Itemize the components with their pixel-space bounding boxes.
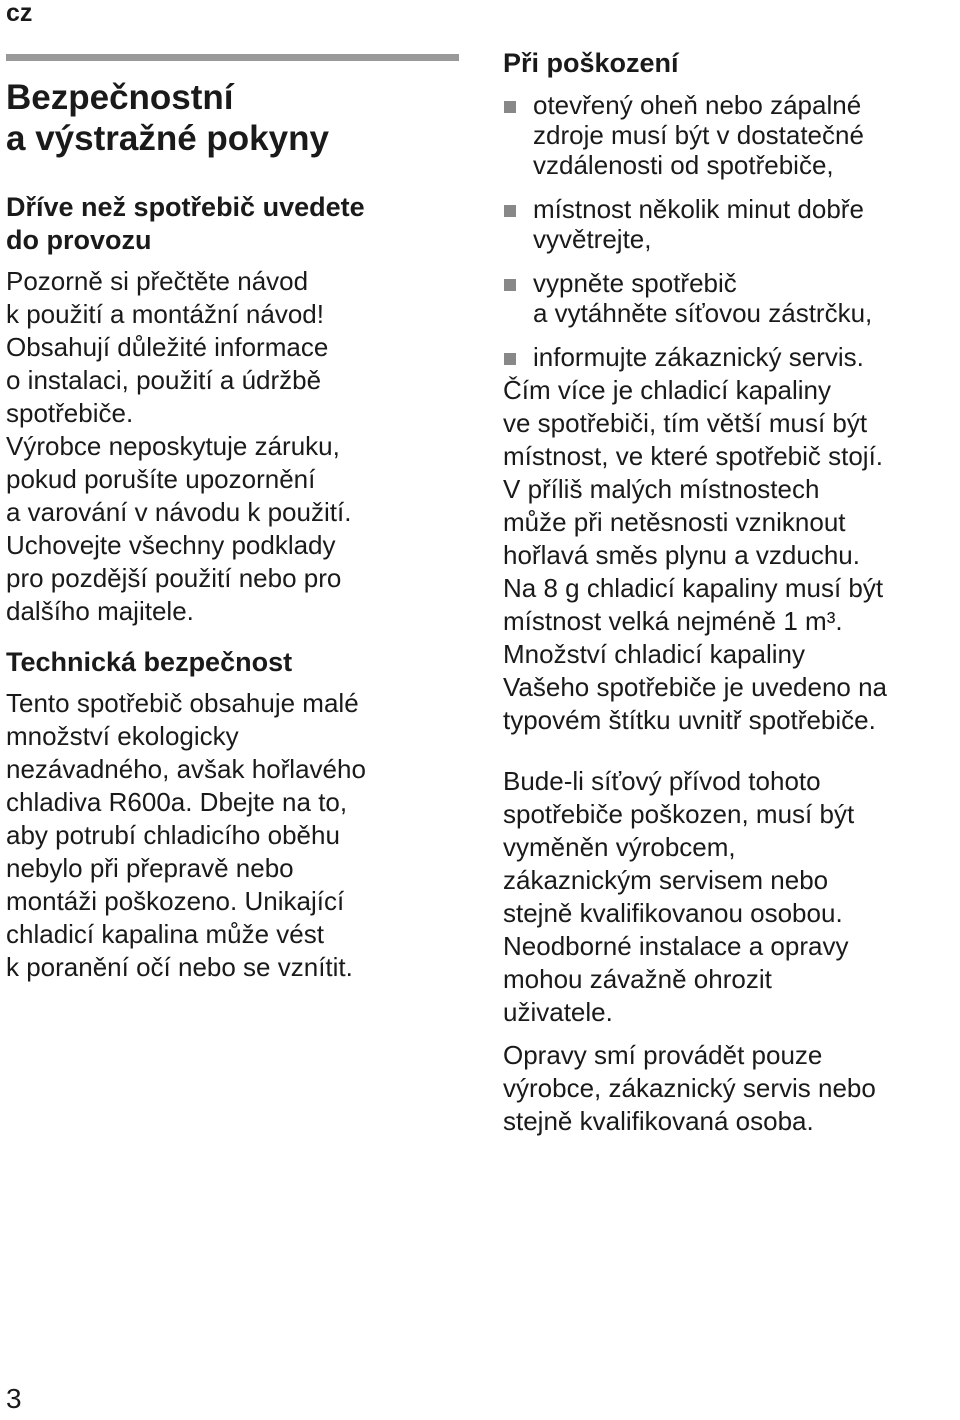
paragraph-keep-documents bbox=[6, 529, 456, 628]
text-line: Vašeho spotřebiče je uvedeno na bbox=[503, 672, 888, 702]
paragraph-repairs bbox=[503, 1039, 958, 1138]
heading-line: Při poškození bbox=[503, 48, 679, 78]
text-line: chladicí kapalina může vést bbox=[6, 919, 324, 949]
text-line: mohou závažně ohrozit bbox=[503, 964, 772, 994]
text-line: ve spotřebiči, tím větší musí být bbox=[503, 408, 868, 438]
list-item bbox=[503, 90, 958, 180]
text-line: zdroje musí být v dostatečné bbox=[533, 120, 864, 150]
text-line: Množství chladicí kapaliny bbox=[503, 639, 806, 669]
text-line: nezávadného, avšak hořlavého bbox=[6, 754, 366, 784]
text-line: k použití a montážní návod! bbox=[6, 299, 324, 329]
paragraph-refrigerant bbox=[6, 687, 456, 984]
text-line: zákaznickým servisem nebo bbox=[503, 865, 829, 895]
text-line: informujte zákaznický servis. bbox=[533, 342, 864, 372]
header-rule bbox=[6, 54, 459, 61]
page-title-line: a výstražné pokyny bbox=[6, 119, 329, 158]
text-line: Na 8 g chladicí kapaliny musí být bbox=[503, 573, 884, 603]
bullet-square-icon bbox=[504, 205, 516, 217]
text-line: Výrobce neposkytuje záruku, bbox=[6, 431, 340, 461]
text-line: Tento spotřebič obsahuje malé bbox=[6, 688, 359, 718]
text-line: V příliš malých místnostech bbox=[503, 474, 820, 504]
text-line: chladiva R600a. Dbejte na to, bbox=[6, 787, 348, 817]
left-column bbox=[6, 77, 456, 984]
bullet-square-icon bbox=[504, 353, 516, 365]
damage-steps-list bbox=[503, 90, 958, 372]
text-line: vyvětrejte, bbox=[533, 224, 652, 254]
text-line: uživatele. bbox=[503, 997, 613, 1027]
right-column bbox=[503, 47, 958, 1138]
text-line: spotřebiče poškozen, musí být bbox=[503, 799, 855, 829]
bullet-square-icon bbox=[504, 101, 516, 113]
text-line: stejně kvalifikovaná osoba. bbox=[503, 1106, 814, 1136]
text-line: Obsahují důležité informace bbox=[6, 332, 329, 362]
section-heading-technical-safety bbox=[6, 646, 456, 679]
bullet-square-icon bbox=[504, 279, 516, 291]
text-line: pokud porušíte upozornění bbox=[6, 464, 316, 494]
section-heading-damage bbox=[503, 47, 958, 80]
text-line: stejně kvalifikovanou osobou. bbox=[503, 898, 843, 928]
heading-line: do provozu bbox=[6, 225, 152, 255]
text-line: hořlavá směs plynu a vzduchu. bbox=[503, 540, 860, 570]
text-line: montáži poškozeno. Unikající bbox=[6, 886, 345, 916]
text-line: výrobce, zákaznický servis nebo bbox=[503, 1073, 876, 1103]
text-line: Uchovejte všechny podklady bbox=[6, 530, 336, 560]
text-line: Opravy smí provádět pouze bbox=[503, 1040, 823, 1070]
text-line: Bude-li síťový přívod tohoto bbox=[503, 766, 821, 796]
paragraph-power-cord bbox=[503, 765, 958, 1029]
text-line: nebylo při přepravě nebo bbox=[6, 853, 294, 883]
section-heading-before-use bbox=[6, 191, 456, 257]
text-line: vzdálenosti od spotřebiče, bbox=[533, 150, 834, 180]
paragraph-warranty bbox=[6, 430, 456, 529]
text-line: a vytáhněte síťovou zástrčku, bbox=[533, 298, 873, 328]
text-line: vypněte spotřebič bbox=[533, 268, 737, 298]
list-item bbox=[503, 194, 958, 254]
text-line: Čím více je chladicí kapaliny bbox=[503, 375, 832, 405]
text-line: Pozorně si přečtěte návod bbox=[6, 266, 309, 296]
text-line: a varování v návodu k použití. bbox=[6, 497, 352, 527]
page-title bbox=[6, 77, 456, 159]
list-item bbox=[503, 342, 958, 372]
text-line: místnost velká nejméně 1 m³. bbox=[503, 606, 843, 636]
text-line: pro pozdější použití nebo pro bbox=[6, 563, 342, 593]
text-line: množství ekologicky bbox=[6, 721, 239, 751]
text-line: typovém štítku uvnitř spotřebiče. bbox=[503, 705, 876, 735]
heading-line: Technická bezpečnost bbox=[6, 647, 293, 677]
language-code: cz bbox=[6, 0, 33, 27]
heading-line: Dříve než spotřebič uvedete bbox=[6, 192, 365, 222]
text-line: místnost, ve které spotřebič stojí. bbox=[503, 441, 884, 471]
text-line: k poranění očí nebo se vznítit. bbox=[6, 952, 353, 982]
list-item bbox=[503, 268, 958, 328]
paragraph-room-size bbox=[503, 374, 958, 737]
paragraph-read-instructions bbox=[6, 265, 456, 430]
text-line: místnost několik minut dobře bbox=[533, 194, 864, 224]
text-line: o instalaci, použití a údržbě bbox=[6, 365, 322, 395]
text-line: může při netěsnosti vzniknout bbox=[503, 507, 846, 537]
text-line: dalšího majitele. bbox=[6, 596, 194, 626]
text-line: aby potrubí chladicího oběhu bbox=[6, 820, 340, 850]
page-number: 3 bbox=[6, 1383, 22, 1414]
page-title-line: Bezpečnostní bbox=[6, 78, 234, 117]
text-line: spotřebiče. bbox=[6, 398, 134, 428]
text-line: Neodborné instalace a opravy bbox=[503, 931, 849, 961]
text-line: otevřený oheň nebo zápalné bbox=[533, 90, 862, 120]
text-line: vyměněn výrobcem, bbox=[503, 832, 736, 862]
